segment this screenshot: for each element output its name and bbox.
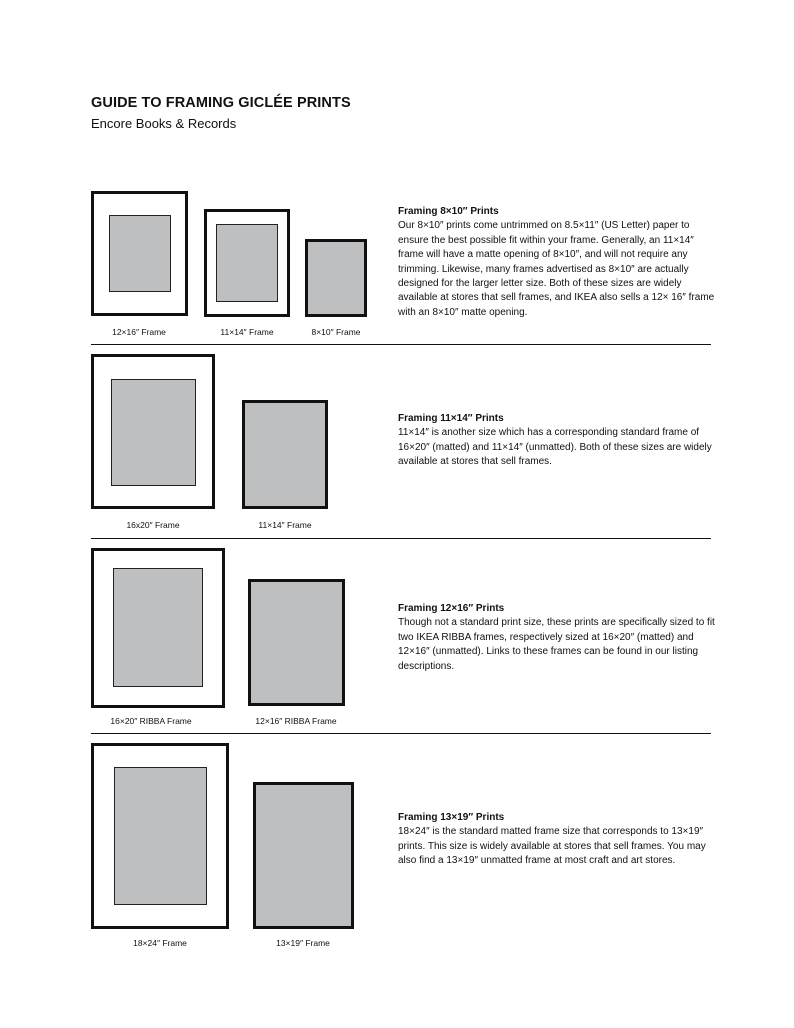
frame-caption: 12×16″ Frame [112,327,166,337]
section-title: Framing 8×10″ Prints [398,206,499,217]
matte-opening [109,215,171,292]
frame-caption: 18×24″ Frame [133,938,187,948]
section-title: Framing 12×16″ Prints [398,603,505,614]
frame-11x14 [242,400,328,509]
frame-caption: 8×10″ Frame [311,327,361,337]
section-title: Framing 11×14″ Prints [398,413,504,424]
frame-8x10 [305,239,367,317]
page-title: GUIDE TO FRAMING GICLÉE PRINTS [91,95,351,111]
section-body: 11×14″ is another size which has a corresponding standard frame of 16×20″ (matted) and 11×14″ (unmatted). Both of these sizes are widely available at stores that sell frames. [398,427,712,468]
section-body: Though not a standard print size, these prints are specifically sized to fit two IKEA RIBBA frames, respectively sized at 16×20″ (matted) and 12×16″ (unmatted). Links to these frames can be found in our listing descriptions. [398,617,715,672]
frame-16x20 [91,354,215,509]
section-description [398,811,716,869]
matte-opening [111,379,196,486]
frame-11x14 [204,209,290,317]
section-divider [91,733,711,734]
matte-opening [113,568,203,687]
matte-opening [216,224,278,302]
frame-caption: 12×16″ RIBBA Frame [255,716,337,726]
section-divider [91,538,711,539]
section-title: Framing 13×19″ Prints [398,812,505,823]
frame-16x20-ribba [91,548,225,708]
frame-caption: 16x20″ Frame [126,520,180,530]
frame-caption: 16×20″ RIBBA Frame [110,716,192,726]
section-divider [91,344,711,345]
section-description [398,412,716,470]
frame-caption: 13×19″ Frame [276,938,330,948]
frame-caption: 11×14″ Frame [258,520,312,530]
section-body: 18×24″ is the standard matted frame size that corresponds to 13×19″ prints. This size is widely available at stores that sell frames. You may also find a 13×19″ unmatted frame at most craft and art stores. [398,826,706,867]
page-subtitle: Encore Books & Records [91,116,237,131]
section-description [398,205,716,320]
frame-caption: 11×14″ Frame [220,327,274,337]
matte-opening [114,767,207,905]
frame-18x24 [91,743,229,929]
frame-12x16-ribba [248,579,345,706]
frame-12x16 [91,191,188,316]
frame-13x19 [253,782,354,929]
section-body: Our 8×10″ prints come untrimmed on 8.5×11″ (US Letter) paper to ensure the best possible fit within your frame. Generally, an 11×14″ frame will have a matte opening of 8×10″, and will not require any trimming. Likewise, many frames advertised as 8×10″ are actually designed for the larger letter size. Both of these sizes are widely available at stores that sell frames, and IKEA also sells a 12× 16″ frame with an 8×10″ matte opening. [398,220,715,318]
section-description [398,602,716,674]
